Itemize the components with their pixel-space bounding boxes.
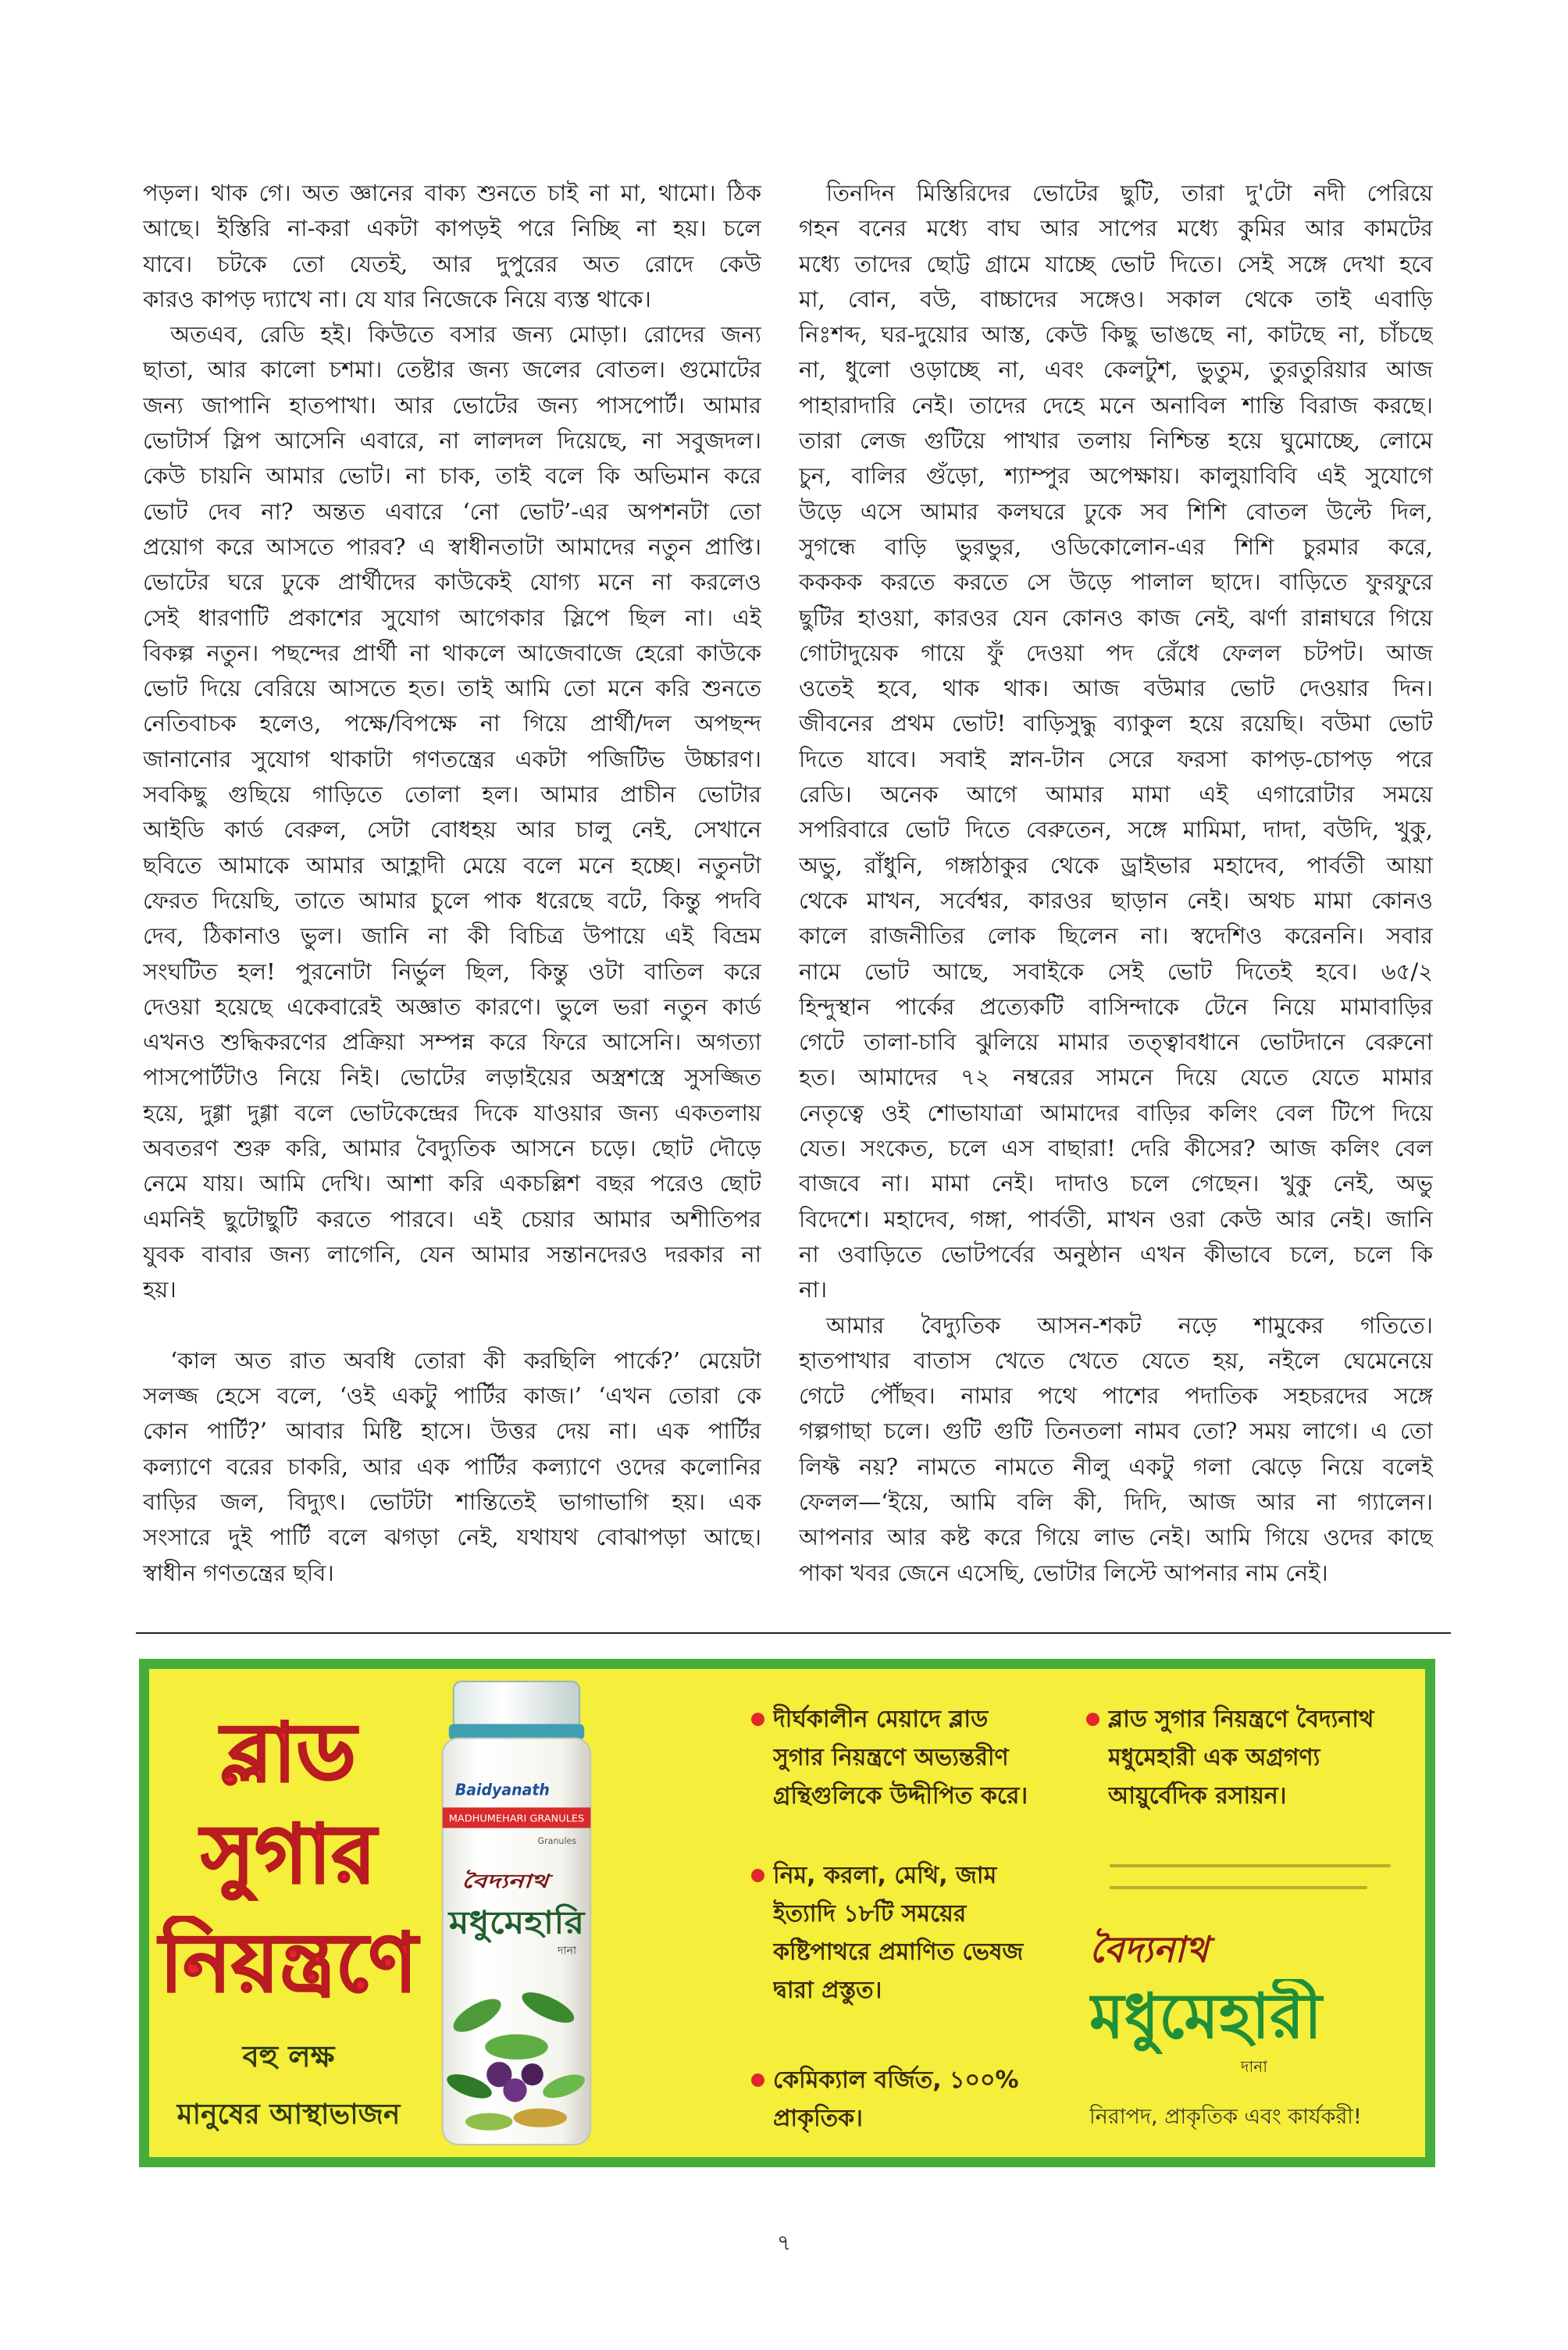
ad-benefit [1086,1700,1418,1815]
text-line: ভোট দেব না? অন্তত এবারে ‘নো ভোট’-এর অপশনটা তো [143,497,761,525]
text-line: জানানোর সুযোগ থাকাটা গণতন্ত্রের একটা পজিটিভ উচ্চারণ। [143,745,761,772]
text-line: সংঘটিত হল! পুরনোটা নির্ভুল ছিল, কিন্তু ওটা বাতিল করে [143,957,761,985]
text-line: প্রয়োগ করে আসতে পারব? এ স্বাধীনতাটা আমাদের নতুন প্রাপ্তি। [143,533,761,560]
ad-benefit-line: প্রাকৃতিক। [773,2105,863,2132]
text-line: সলজ্জ হেসে বলে, ‘ওই একটু পার্টির কাজ।’ ‘এখন তোরা কে [143,1382,761,1410]
text-line: কোন পার্টি?’ আবার মিষ্টি হাসে। উত্তর দেয় না। এক পার্টির [143,1417,761,1445]
text-line: আছে। ইস্তিরি না-করা একটা কাপড়ই পরে নিচ্ছি না হয়। চলে [143,215,761,242]
ad-tagline: বহু লক্ষ [242,2039,335,2074]
text-line: ওতেই হবে, থাক থাক। আজ বউমার ভোট দেওয়ার দিন। [799,675,1433,702]
text-line: আপনার আর কষ্ট করে গিয়ে লাভ নেই। আমি গিয়ে ওদের কাছে [799,1524,1433,1551]
text-line: ফেলল—‘ইয়ে, আমি বলি কী, দিদি, আজ আর না গ্যালেন। [799,1488,1433,1515]
text-line: তারা লেজ গুটিয়ে পাখার তলায় নিশ্চিন্ত হয়ে ঘুমোচ্ছে, লোমে [799,427,1433,455]
text-line: না ওবাড়িতে ভোটপর্বের অনুষ্ঠান এখন কীভাবে চলে, চলে কি [799,1240,1433,1268]
bullet-icon [751,2074,764,2087]
ad-benefit-line: আয়ুর্বেদিক রসায়ন। [1108,1782,1287,1810]
text-line: ভোট দিয়ে বেরিয়ে আসতে হত। তাই আমি তো মনে করি শুনতে [143,675,761,702]
text-line: উড়ে এসে আমার কলঘরে ঢুকে সব শিশি বোতল উল্টে দিল, [799,497,1433,525]
text-line: হত। আমাদের ৭২ নম্বরের সামনে দিয়ে যেতে যেতে মামার [799,1064,1433,1091]
ad-benefit-line: সুগার নিয়ন্ত্রণে অভ্যন্তরীণ [773,1744,1009,1771]
text-line: অবতরণ শুরু করি, আমার বৈদ্যুতিক আসনে চড়ে। ছোট দৌড়ে [143,1135,761,1162]
text-line: থেকে মাখন, সর্বেশ্বর, কারওর ছাড়ান নেই। অথচ মামা কোনও [799,886,1433,914]
text-line: আমার বৈদ্যুতিক আসন-শকট নড়ে শামুকের গতিতে। [826,1311,1433,1339]
text-line: না। [799,1276,828,1303]
text-line: হয়ে, দুগ্গা দুগ্গা বলে ভোটকেন্দ্রের দিকে যাওয়ার জন্য একতলায় [143,1099,761,1126]
text-line: নেতিবাচক হলেও, পক্ষে/বিপক্ষে না গিয়ে প্রার্থী/দল অপছন্দ [143,710,761,737]
text-line: গেটে তালা-চাবি ঝুলিয়ে মামার তত্ত্বাবধানে ভোটদানে বেরুনো [799,1029,1433,1056]
text-line: পাহারাদারি নেই। তাদের দেহে মনে অনাবিল শান্তি বিরাজ করছে। [799,391,1433,419]
paragraph [799,176,1433,1308]
ad-benefit-line: ব্লাড সুগার নিয়ন্ত্রণে বৈদ্যনাথ [1108,1706,1374,1733]
jar-brand-en: Baidyanath [454,1780,550,1799]
text-line: গোটাদুয়েক গায়ে ফুঁ দেওয়া পদ রেঁধে ফেলল চটপট। আজ [799,639,1433,666]
text-line: কালে রাজনীতির লোক ছিলেন না। স্বদেশিও করেননি। সবার [799,922,1433,950]
text-line: আইডি কার্ড বেরুল, সেটা বোধহয় আর চালু নেই, সেখানে [143,816,761,843]
text-line: রেডি। অনেক আগে আমার মামা এই এগারোটার সময়ে [799,781,1433,808]
text-line: সেই ধারণাটি প্রকাশের সুযোগ আগেকার স্লিপে ছিল না। এই [143,604,761,631]
bullet-icon [751,1713,764,1726]
text-line: লিফ্ট নয়? নামতে নামতে নীলু একটু গলা ঝেড়ে নিয়ে বলেই [799,1453,1433,1480]
text-line: চুন, বালির গুঁড়ো, শ্যাম্পুর অপেক্ষায়। কালুয়াবিবি এই সুযোগে [799,462,1433,490]
paragraph [799,1308,1433,1591]
text-line: ছবিতে আমাকে আমার আহ্লাদী মেয়ে বলে মনে হচ্ছে। নতুনটা [143,851,761,879]
text-line: যেত। সংকেত, চলে এস বাছারা! দেরি কীসের? আজ কলিং বেল [799,1135,1433,1162]
text-line: মধ্যে তাদের ছোট্ট গ্রামে যাচ্ছে ভোট দিতে। সেই সঙ্গে দেখা হবে [799,250,1433,277]
paragraph [143,1343,761,1591]
jar-form-en: Granules [537,1835,577,1846]
text-line: এমনিই ছুটোছুটি করতে পারবে। এই চেয়ার আমার অশীতিপর [143,1205,761,1232]
text-line: কারও কাপড় দ্যাখে না। যে যার নিজেকে নিয়ে ব্যস্ত থাকে। [143,285,651,312]
jar-form-bn: দানা [558,1944,577,1957]
text-line: কল্যাণে বরের চাকরি, আর এক পার্টির কল্যাণে ওদের কলোনির [143,1453,761,1480]
text-line: যুবক বাবার জন্য লাগেনি, যেন আমার সন্তানদেরও দরকার না [143,1240,761,1268]
separator-rule [136,1632,1451,1634]
ad-benefit-line: নিম, করলা, মেথি, জাম [773,1862,997,1889]
advertisement [139,1659,1435,2167]
text-line: অতএব, রেডি হই। কিউতে বসার জন্য মোড়া। রোদের জন্য [170,321,761,348]
paragraph [143,176,761,317]
ad-headline-word: সুগার [201,1807,376,1901]
ad-benefit-line: দ্বারা প্রস্তুত। [773,1977,882,2004]
text-line: ছুটির হাওয়া, কারওর যেন কোনও কাজ নেই, ঝর্ণা রান্নাঘরে গিয়ে [799,604,1433,631]
text-line: নেতৃত্বে ওই শোভাযাত্রা আমাদের বাড়ির কলিং বেল টিপে দিয়ে [799,1099,1433,1126]
ad-benefit [751,2061,1064,2138]
ad-benefit [751,1700,1064,1815]
product-jar-image [437,1677,596,2149]
text-line: ভোটার্স স্লিপ আসেনি এবারে, না লালদল দিয়েছে, না সবুজদল। [143,427,761,455]
text-line: সবকিছু গুছিয়ে গাড়িতে তোলা হল। আমার প্রাচীন ভোটার [143,781,761,808]
ad-benefit-line: গ্রন্থিগুলিকে উদ্দীপিত করে। [773,1782,1028,1810]
jar-name-en: MADHUMEHARI GRANULES [448,1813,585,1824]
bullet-icon [1086,1713,1099,1726]
text-line: এখনও শুদ্ধিকরণের প্রক্রিয়া সম্পন্ন করে ফিরে আসেনি। অগত্যা [143,1029,761,1056]
text-line: হাতপাখার বাতাস খেতে খেতে যেতে হয়, নইলে ঘেমেনেয়ে [799,1346,1433,1374]
text-line: তিনদিন মিস্তিরিদের ভোটের ছুটি, তারা দু'টো নদী পেরিয়ে [826,180,1433,206]
text-line: সংসারে দুই পার্টি বলে ঝগড়া নেই, যথাযথ বোঝাপড়া আছে। [143,1524,761,1551]
text-line: সপরিবারে ভোট দিতে বেরুতেন, সঙ্গে মামিমা, দাদা, বউদি, খুকু, [799,816,1433,843]
text-line: না, ধুলো ওড়াচ্ছে না, এবং কেলটুশ, ভুতুম, তুরতুরিয়ার আজ [799,356,1433,383]
text-line: গেটে পৌঁছব। নামার পথে পাশের পদাতিক সহচরদের সঙ্গে [799,1382,1433,1410]
text-line: পাকা খবর জেনে এসেছি, ভোটার লিস্টে আপনার নাম নেই। [799,1559,1328,1586]
text-line: কেউ চায়নি আমার ভোট। না চাক, তাই বলে কি অভিমান করে [143,462,761,490]
text-line: গল্পগাছা চলে। গুটি গুটি তিনতলা নামব তো? সময় লাগে। এ তো [799,1417,1433,1445]
ad-tagline: মানুষের আস্থাভাজন [176,2099,401,2131]
ad-benefit-line: কষ্টিপাথরে প্রমাণিত ভেষজ [773,1938,1024,1966]
text-line: হয়। [143,1276,176,1303]
fine-print-line [1110,1886,1367,1889]
text-line: বিকল্প নতুন। পছন্দের প্রার্থী না থাকলে আজেবাজে হেরো কাউকে [143,639,761,666]
text-line: যাবে। চটকে তো যেতই, আর দুপুরের অত রোদে কেউ [143,250,761,277]
text-line: নেমে যায়। আমি দেখি। আশা করি একচল্লিশ বছর পরেও ছোট [143,1170,761,1197]
text-line: জীবনের প্রথম ভোট! বাড়িসুদ্ধু ব্যাকুল হয়ে রয়েছি। বউমা ভোট [799,710,1433,737]
text-line: অভু, রাঁধুনি, গঙ্গাঠাকুর থেকে ড্রাইভার মহাদেব, পার্বতী আয়া [799,851,1433,879]
text-line: দিতে যাবে। সবাই স্নান-টান সেরে ফরসা কাপড়-চোপড় পরে [799,745,1433,772]
text-line: সুগন্ধে বাড়ি ভুরভুর, ওডিকোলোন-এর শিশি চুরমার করে, [799,533,1433,560]
ad-product-name: মধুমেহারী [1089,1980,1322,2052]
ad-benefit [751,1856,1064,2009]
text-line: পড়ল। থাক গে। অত জ্ঞানের বাক্য শুনতে চাই না মা, থামো। ঠিক [143,180,761,206]
bullet-icon [751,1869,764,1882]
ad-benefit-line: মধুমেহারী এক অগ্রগণ্য [1108,1744,1320,1771]
fine-print-line [1110,1864,1391,1867]
ad-brand-name: বৈদ্যনাথ [1089,1928,1209,1970]
text-line: মা, বোন, বউ, বাচ্চাদের সঙ্গেও। সকাল থেকে তাই এবাড়ি [799,285,1433,312]
left-column [143,176,761,1591]
ad-product-form: দানা [1240,2057,1268,2076]
paragraph [143,317,761,1307]
text-line: বাড়ির জল, বিদ্যুৎ। ভোটটা শান্তিতেই ভাগাভাগি হয়। এক [143,1488,761,1515]
text-line: বিদেশে। মহাদেব, গঙ্গা, পার্বতী, মাখন ওরা কেউ আর নেই। জানি [799,1205,1433,1232]
ad-benefit-line: ইত্যাদি ১৮টি সময়ের [773,1900,967,1927]
text-line: দেওয়া হয়েছে একেবারেই অজ্ঞাত কারণে। ভুলে ভরা নতুন কার্ড [143,993,761,1020]
text-line: কককক করতে করতে সে উড়ে পালাল ছাদে। বাড়িতে ফুরফুরে [799,569,1433,596]
ad-benefit-line: কেমিক্যাল বর্জিত, ১০০% [773,2067,1019,2094]
text-line: হিন্দুস্থান পার্কের প্রত্যেকটি বাসিন্দাকে টেনে নিয়ে মামাবাড়ির [799,993,1433,1020]
right-column [799,176,1433,1591]
ad-benefit-line: দীর্ঘকালীন মেয়াদে ব্লাড [773,1706,989,1733]
jar-brand-bn: বৈদ্যনাথ [461,1870,525,1893]
ad-headline-word: নিয়ন্ত্রণে [159,1916,418,2009]
text-line: পাসপোর্টটাও নিয়ে নিই। ভোটের লড়াইয়ের অস্ত্রশস্ত্রে সুসজ্জিত [143,1064,761,1091]
text-line: দেব, ঠিকানাও ভুল। জানি না কী বিচিত্র উপায়ে এই বিভ্রম [143,922,761,950]
jar-cap [454,1681,579,1731]
text-line: গহন বনের মধ্যে বাঘ আর সাপের মধ্যে কুমির আর কামটের [799,215,1433,242]
text-line: বাজবে না। মামা নেই। দাদাও চলে গেছেন। খুকু নেই, অভু [799,1170,1433,1197]
ad-headline-word: ব্লাড [221,1706,356,1799]
jar-name-bn: মধুমেহারি [448,1904,566,1942]
text-line: ছাতা, আর কালো চশমা। তেষ্টার জন্য জলের বোতল। গুমোটের [143,356,761,383]
text-line: ভোটের ঘরে ঢুকে প্রার্থীদের কাউকেই যোগ্য মনে না করলেও [143,569,761,596]
text-line: ফেরত দিয়েছি, তাতে আমার চুলে পাক ধরেছে বটে, কিন্তু পদবি [143,886,761,914]
text-line: জন্য জাপানি হাতপাখা। আর ভোটের জন্য পাসপোর্ট। আমার [143,391,761,419]
text-line: নিঃশব্দ, ঘর-দুয়োর আস্ত, কেউ কিছু ভাঙছে না, কাটছে না, চাঁচছে [799,321,1433,348]
ad-slogan: নিরাপদ, প্রাকৃতিক এবং কার্যকরী! [1089,2105,1362,2129]
page-number: ৭ [776,2230,792,2256]
text-line: নামে ভোট আছে, সবাইকে সেই ভোট দিতেই হবে। ৬৫/২ [799,957,1433,985]
text-line: স্বাধীন গণতন্ত্রের ছবি। [143,1559,334,1586]
text-line: ‘কাল অত রাত অবধি তোরা কী করছিলি পার্কে?’ মেয়েটা [170,1346,761,1374]
